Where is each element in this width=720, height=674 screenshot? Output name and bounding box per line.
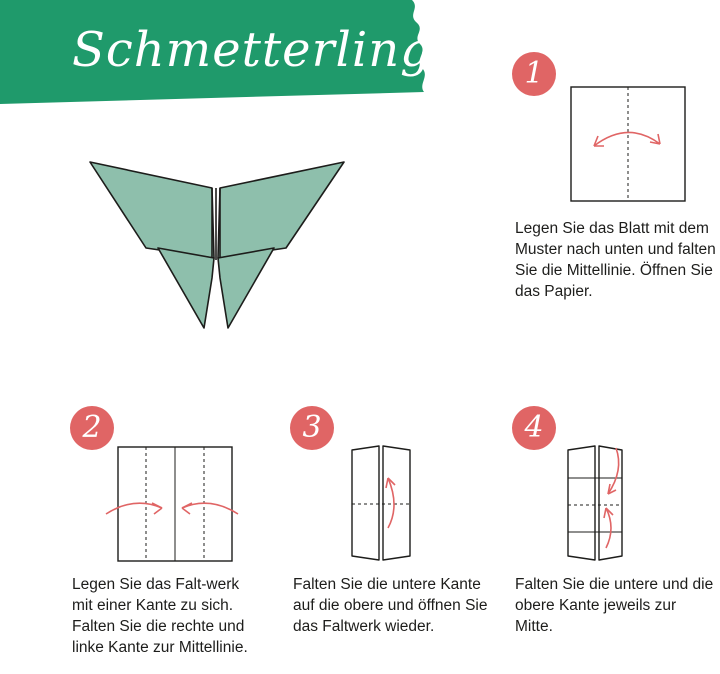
step-4-text: Falten Sie die untere und die obere Kante jeweils zur Mitte. [515, 576, 714, 635]
step-3-badge: 3 [290, 406, 334, 450]
step-4-diagram [566, 444, 628, 562]
step-2-badge: 2 [70, 406, 114, 450]
step-3-diagram [350, 444, 412, 562]
step-1-text: Legen Sie das Blatt mit dem Muster nach unten und falten Sie die Mittellinie. Öffnen Sie das Papier. [515, 220, 716, 300]
step-4-badge: 4 [512, 406, 556, 450]
page-title: Schmetterling [72, 22, 432, 78]
step-1-badge: 1 [512, 52, 556, 96]
butterfly-illustration [88, 158, 348, 334]
step-2-text: Legen Sie das Falt-werk mit einer Kante zu sich. Falten Sie die rechte und linke Kante zur Mittellinie. [72, 576, 248, 656]
step-3-text: Falten Sie die untere Kante auf die obere und öffnen Sie das Faltwerk wieder. [293, 576, 488, 635]
step-1-diagram [570, 86, 686, 202]
step-2-diagram [104, 446, 244, 562]
